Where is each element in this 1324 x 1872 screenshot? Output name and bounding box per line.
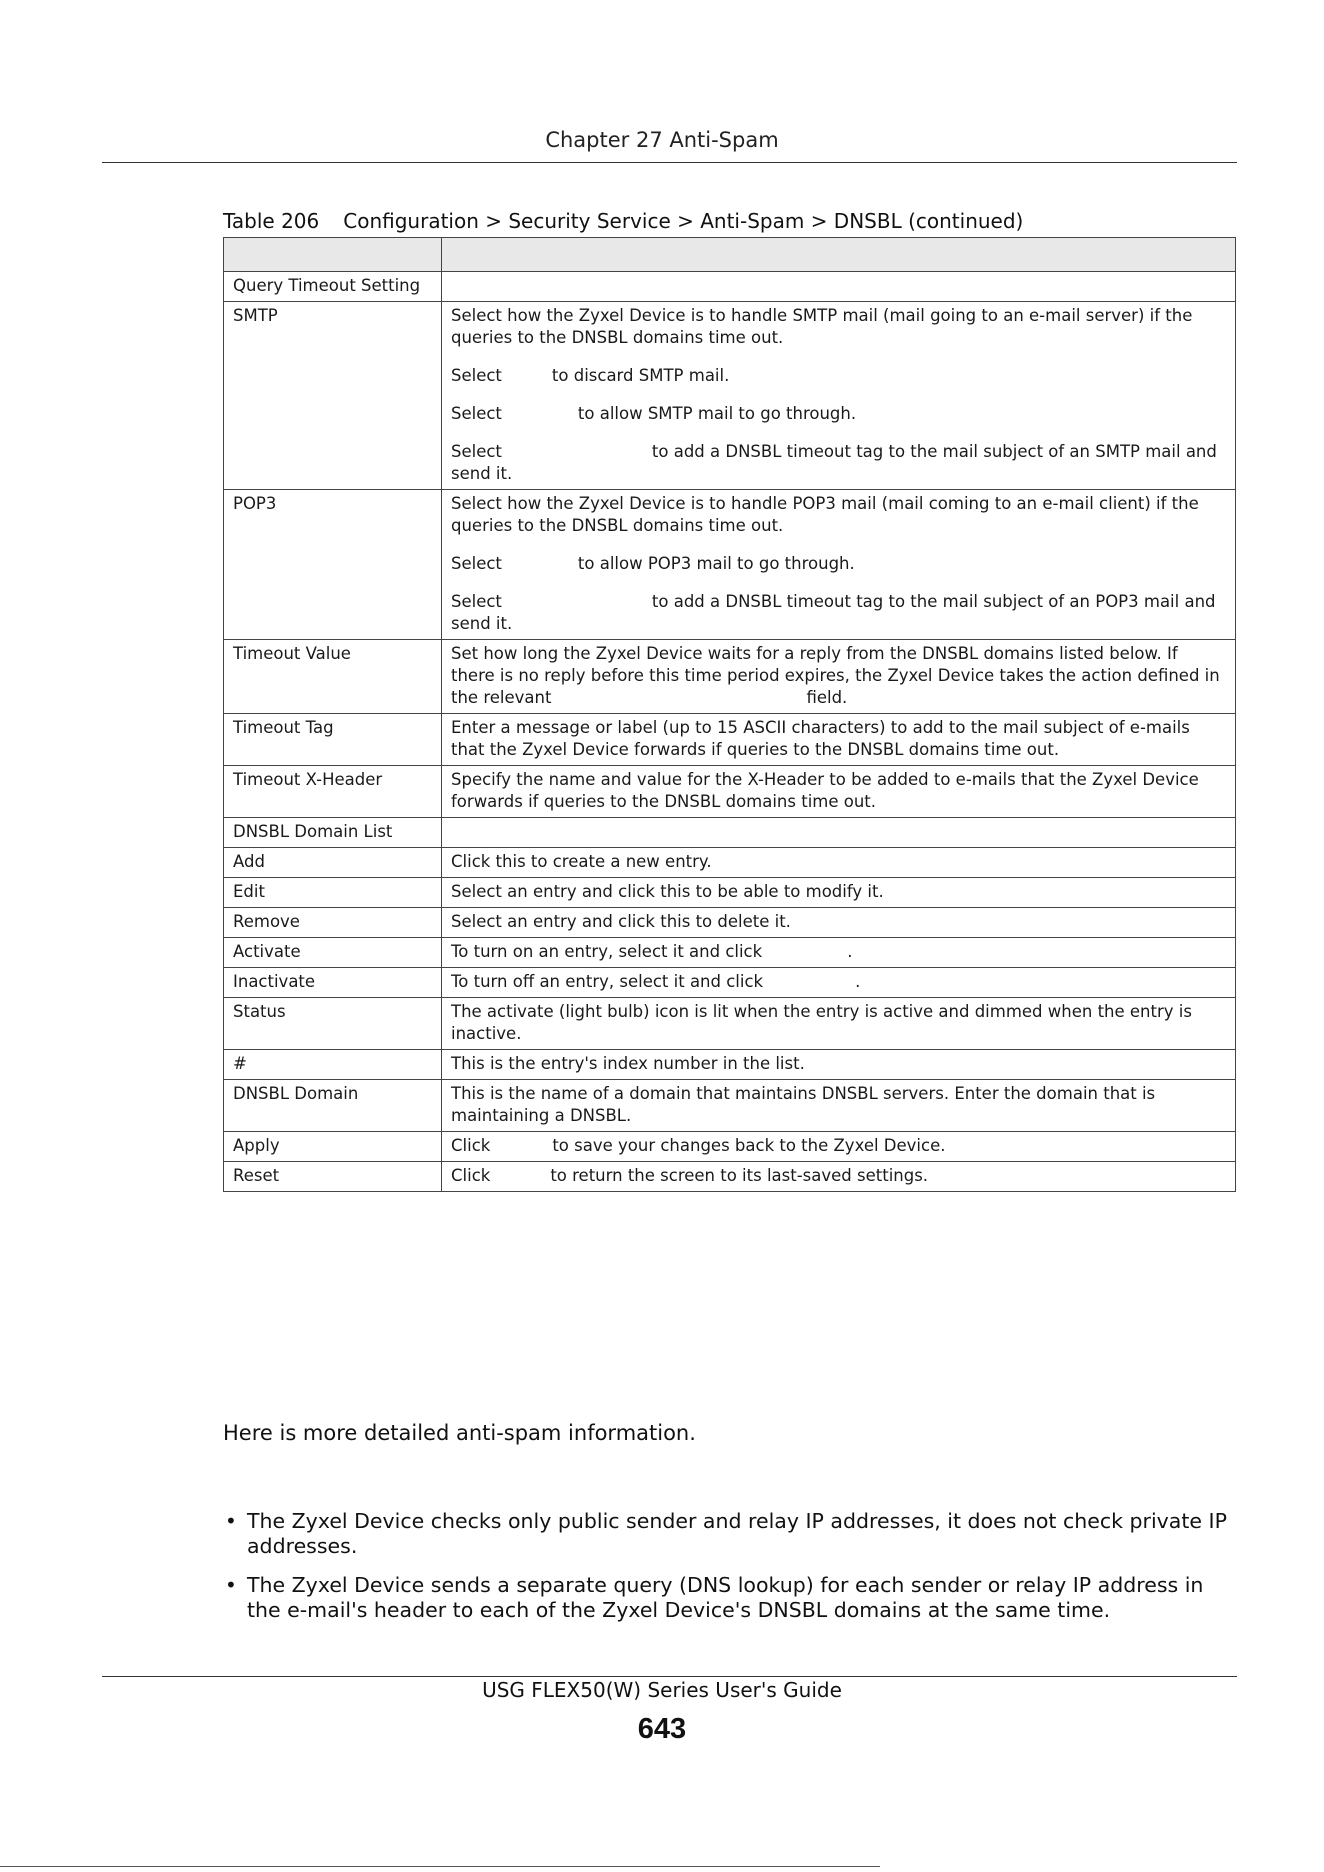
field-name-cell: DNSBL Domain List [224, 818, 442, 848]
description-paragraph: Select an entry and click this to be able to modify it. [451, 882, 884, 901]
table-caption-text: Configuration > Security Service > Anti-Spam > DNSBL (continued) [343, 209, 1024, 233]
table-header-label-cell [224, 238, 442, 272]
field-name-cell: Add [224, 848, 442, 878]
table-row [224, 878, 1236, 908]
table-row [224, 766, 1236, 818]
table-row [224, 490, 1236, 640]
field-name-cell: Timeout X-Header [224, 766, 442, 818]
bottom-edge-line [0, 1866, 880, 1867]
table-row [224, 908, 1236, 938]
table-header-description-cell [442, 238, 1236, 272]
field-name-cell: SMTP [224, 302, 442, 490]
table-caption [223, 209, 1023, 233]
field-name-cell: Timeout Value [224, 640, 442, 714]
field-name-cell: Reset [224, 1162, 442, 1192]
description-paragraph: To turn on an entry, select it and click . [451, 942, 853, 961]
table-row [224, 968, 1236, 998]
field-name-cell: Timeout Tag [224, 714, 442, 766]
description-paragraph: Select to discard SMTP mail. [451, 366, 730, 385]
description-paragraph: Click to return the screen to its last-saved settings. [451, 1166, 929, 1185]
field-description-cell [442, 490, 1236, 640]
field-description-cell [442, 1050, 1236, 1080]
description-paragraph: Select to allow POP3 mail to go through. [451, 554, 855, 573]
description-paragraph: To turn off an entry, select it and click . [451, 972, 861, 991]
field-name-cell: Remove [224, 908, 442, 938]
field-description-cell [442, 714, 1236, 766]
field-name-cell: Activate [224, 938, 442, 968]
description-paragraph: This is the entry's index number in the list. [451, 1054, 805, 1073]
field-name-cell: Query Timeout Setting [224, 272, 442, 302]
field-description-cell [442, 766, 1236, 818]
table-row [224, 1080, 1236, 1132]
field-description-cell [442, 938, 1236, 968]
description-paragraph: Select to add a DNSBL timeout tag to the mail subject of an POP3 mail and send it. [451, 592, 1216, 633]
description-paragraph: The activate (light bulb) icon is lit when the entry is active and dimmed when the entry is inactive. [451, 1002, 1192, 1043]
bullet-item [223, 1509, 1233, 1559]
field-description-cell [442, 1132, 1236, 1162]
description-paragraph: Select to add a DNSBL timeout tag to the mail subject of an SMTP mail and send it. [451, 442, 1217, 483]
description-paragraph: This is the name of a domain that maintains DNSBL servers. Enter the domain that is maintaining a DNSBL. [451, 1084, 1156, 1125]
table-row [224, 714, 1236, 766]
description-paragraph: Set how long the Zyxel Device waits for a reply from the DNSBL domains listed below. If there is no reply before this time period expires, the Zyxel Device takes the action defined in the relevant field. [451, 644, 1220, 707]
description-paragraph: Click this to create a new entry. [451, 852, 712, 871]
bullet-text: The Zyxel Device sends a separate query (DNS lookup) for each sender or relay IP address in the e-mail's header to each of the Zyxel Device's DNSBL domains at the same time. [247, 1573, 1204, 1622]
table-row [224, 818, 1236, 848]
field-name-cell: Edit [224, 878, 442, 908]
field-description-cell [442, 848, 1236, 878]
description-paragraph: Enter a message or label (up to 15 ASCII characters) to add to the mail subject of e-mails that the Zyxel Device forwards if queries to the DNSBL domains time out. [451, 718, 1190, 759]
field-description-cell [442, 818, 1236, 848]
guide-title: USG FLEX50(W) Series User's Guide [482, 1678, 842, 1702]
table-row [224, 848, 1236, 878]
table-row [224, 640, 1236, 714]
field-description-cell [442, 998, 1236, 1050]
footer-divider [102, 1676, 1237, 1677]
page-number: 643 [637, 1713, 687, 1745]
field-name-cell: POP3 [224, 490, 442, 640]
chapter-title: Chapter 27 Anti-Spam [545, 128, 779, 152]
table-row [224, 1132, 1236, 1162]
description-paragraph: Click to save your changes back to the Zyxel Device. [451, 1136, 946, 1155]
header-divider [102, 162, 1237, 163]
field-name-cell: Inactivate [224, 968, 442, 998]
description-paragraph: Select how the Zyxel Device is to handle POP3 mail (mail coming to an e-mail client) if the queries to the DNSBL domains time out. [451, 494, 1199, 535]
bullet-dot-icon: • [225, 1509, 237, 1533]
bullet-dot-icon: • [225, 1573, 237, 1597]
field-description-cell [442, 1080, 1236, 1132]
field-description-cell [442, 272, 1236, 302]
table-row [224, 302, 1236, 490]
field-description-cell [442, 1162, 1236, 1192]
field-name-cell: # [224, 1050, 442, 1080]
field-description-cell [442, 878, 1236, 908]
table-row [224, 998, 1236, 1050]
field-description-cell [442, 640, 1236, 714]
field-description-cell [442, 908, 1236, 938]
description-paragraph: Select how the Zyxel Device is to handle SMTP mail (mail going to an e-mail server) if the queries to the DNSBL domains time out. [451, 306, 1193, 347]
table-row [224, 1162, 1236, 1192]
table-header-row [224, 238, 1236, 272]
description-paragraph: Select to allow SMTP mail to go through. [451, 404, 857, 423]
field-description-cell [442, 302, 1236, 490]
bullet-item [223, 1573, 1233, 1623]
field-name-cell: Status [224, 998, 442, 1050]
bullet-text: The Zyxel Device checks only public sender and relay IP addresses, it does not check private IP addresses. [247, 1509, 1227, 1558]
field-name-cell: Apply [224, 1132, 442, 1162]
table-row [224, 272, 1236, 302]
table-row [224, 1050, 1236, 1080]
table-caption-number: Table 206 [223, 209, 320, 233]
field-name-cell: DNSBL Domain [224, 1080, 442, 1132]
description-paragraph: Specify the name and value for the X-Header to be added to e-mails that the Zyxel Device forwards if queries to the DNSBL domains time out. [451, 770, 1199, 811]
bullet-list [223, 1509, 1233, 1637]
dnsbl-field-table [223, 237, 1236, 1192]
field-description-cell [442, 968, 1236, 998]
table-row [224, 938, 1236, 968]
description-paragraph: Select an entry and click this to delete it. [451, 912, 791, 931]
intro-paragraph: Here is more detailed anti-spam information. [223, 1421, 696, 1445]
